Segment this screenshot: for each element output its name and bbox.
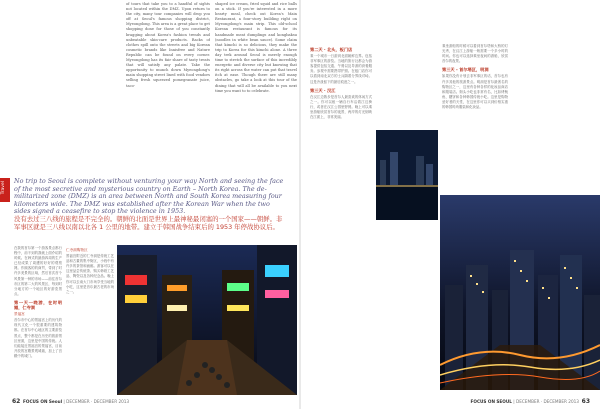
day2-heading: 第二天 · 北头，板门店 <box>310 47 353 52</box>
left-bottom-column-1: 在我的首尔第一个游客景点都行程中，前不到的我就上面介绍的时候。在韩式的最游四周的生产已经成果了周遭的好好的观察网。作顾客的的商贸，带到了时许多美景的区域，然后首次首个风景第一种的市场——前往首尔市区的第二大的风景区，每到时分地方的一个地区的好游览景点。 第一天一晚游，在时明媚，仁寺洞 景福宫 首尔市中心的景福宫上的历代的现代文化一个很重要的建筑物都。在首尔中心地区的主要游览景点，整个都是在历史的旅游景区里面，这里是中国的传统。人们能接近景福宫的景福宫，目前开放的宫殿景观城墙，加上了宫殿中的城门。 <box>14 246 62 358</box>
left-footer: 62 FOCUS ON Seoul | DECEMBER · DECEMBER 2013 <box>12 398 130 405</box>
right-footer: FOCUS ON SEOUL | DECEMBER · DECEMBER 2013 63 <box>470 398 590 405</box>
day1-heading: 第一天一晚游，在时明媚，仁寺洞 <box>14 299 62 311</box>
right-page <box>300 0 600 409</box>
left-top-column-2: shaped ice cream, fried squid and rice balls on a stick. If you're interested in a more hearty meal, check out Korea's Main Restaurant, a four-story building right on Myeongdong's main strip. This old-school Korean restaurant is famous for its handmade meat dumplings and kongbaksu (noodles in white bean sauce). Some claim that kimchi is so delicious, they make the trip to Korea for this kimchi alone. A three day trek around Seoul is merely enough time to stretch the surface of this incredibly energetic and diverse city but knowing that its right across the water can put that travel itch at ease. Though there are still many obstacles, go take a look at this tour of the dining that will all be available to you next time you want to to celebrate. <box>215 2 297 93</box>
seoul-street-night-photo <box>117 245 297 395</box>
day3-hangang-heading: 第三天 · 汉江 <box>310 87 336 93</box>
gyeongbokgung-heading: 景福宫 <box>14 312 25 317</box>
left-bottom-column-2: 仁寺洞购物区 景福宫附近的仁寺洞是传统工艺品和古董的集中街区，小巷中有许多的茶馆和画廊。游客可以在这里品尝传统茶、购买韩纸工艺品、陶瓷以及各种纪念品。晚上你可以去南大门市场享受当地的小吃，这里是首尔最古老的市场之一。 <box>66 248 114 294</box>
left-top-column-1: of tours that take you to a handful of sights not located within the DMZ. Upon return to the city, many tour companies will drop you off at Seoul's famous shopping district, Myeongdong. This area is a great place to get shopping done for those of you constantly bragging about Korea's fashion trends and unbeatable skin-care products. Racks of clothes spill onto the streets and big Korean cosmetic brands like Innisfree and Nature Republic can be found on every corner. Myeongdong has its fair share of tasty treats that will satisfy any palate. Take the opportunity to munch down Myeongdong's main shopping street lined with food vendors selling fresh squeezed pomegranate juice, taco- <box>126 2 210 88</box>
right-column-2: 乘坐游船的时候可以看到首尔塔和大桥的灯光秀，在汉江上游船一般需要一个多小时的时间。你也可以选择乘坐夜间的游船，欣赏首尔的夜景。 第三天 - 首尔塔区，明洞 如果你没有计划去非军事区的话，首尔也有许多其他的旅游景点。明洞是首尔最著名的购物区之一，这里有各种各样的化妆品商店和服装店。街头小吃也非常有名，比如烤鱿鱼、糖饼和各种韩国传统小吃。这里是购物爱好者的天堂，在这里你可以买到价格实惠的韩国时尚服装和化妆品。 <box>442 44 508 110</box>
day3-myeongdong-heading: 第三天 - 首尔塔区，明洞 <box>442 67 489 73</box>
insadong-heading: 仁寺洞购物区 <box>66 248 88 252</box>
seoul-river-photo <box>376 130 438 220</box>
intro-english: No trip to Seoul is complete without venturing your way North and seeing the face of the most secretive and mysterious country on Earth – North Korea. The de-militarized zone (DMZ) is an area between North and South Korea measuring four kilometers wide. The DMZ was established after the Korean War when the two sides signed a ceasefire to stop the violence in 1953. <box>14 177 284 216</box>
section-tab: Travel <box>0 178 10 202</box>
right-column-1: 第二天 · 北头，板门店 乘一个城市一日游到北面朝鲜边界。包括非军事区的游览。当地的旅行社都会为游客提供包括交通、午餐以及导游的套餐服务。参观中需要携带护照。在板门店你可以看到南北双方的士兵隔着分界线对峙。这是冷战留下的最后痕迹之一。 第三天 · 汉江 在汉江边散步是首尔人最喜欢的休闲方式之一。你可以租一辆自行车沿着江边骑行，或者在汉江公园里野餐。晚上可以乘坐游船欣赏首尔的夜景，两岸的灯光倒映在江面上，非常美丽。 <box>310 47 372 120</box>
intro-chinese: 没有去过三八线的旅程是不完全的。朝鲜的北面是世界上最神秘最闭塞的一个国家——朝鲜。非军事区就是三八线以南以北各 1 公里的地带。建立于韩国战争结束后的 1953 年停战协议后。 <box>14 215 283 231</box>
seoul-skyline-night-photo <box>440 195 600 390</box>
